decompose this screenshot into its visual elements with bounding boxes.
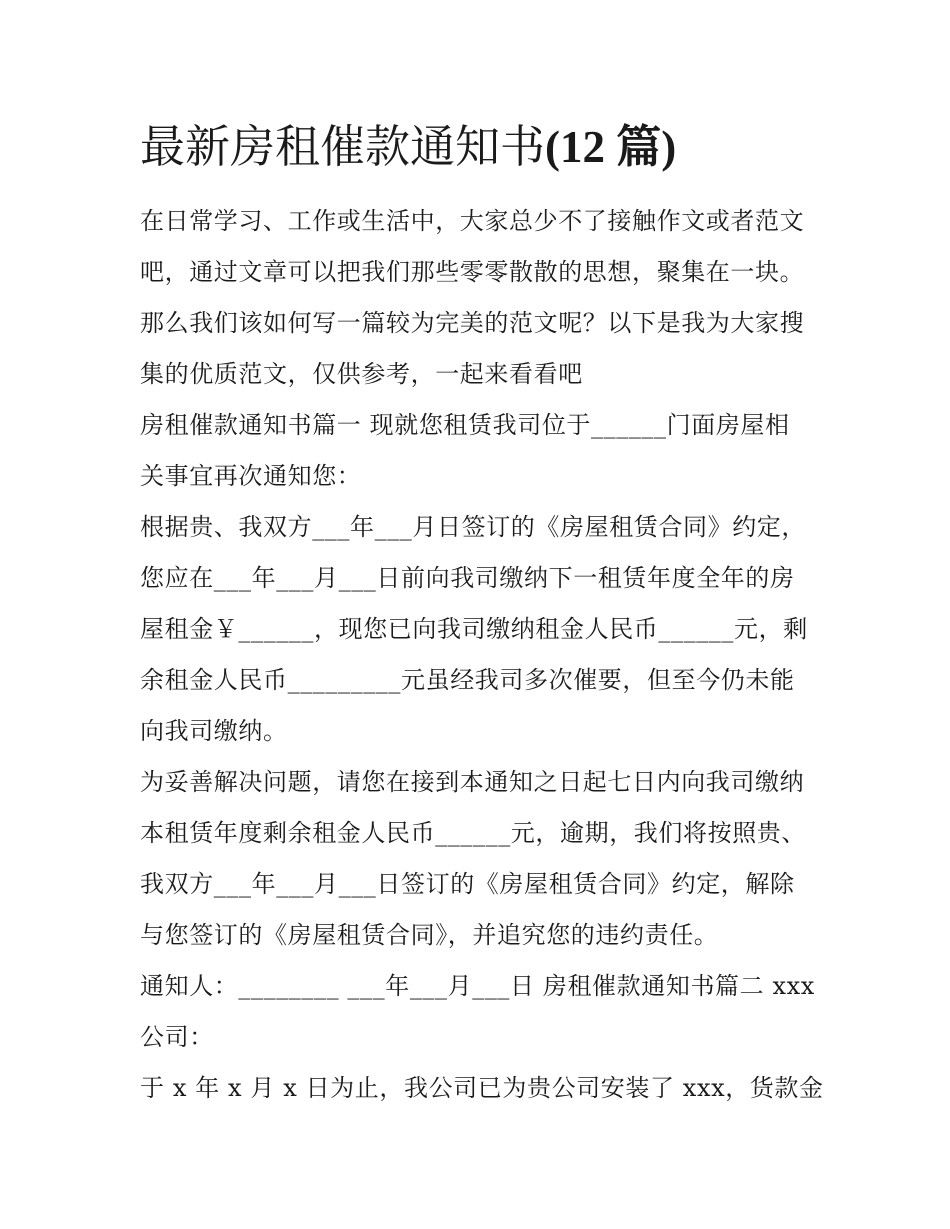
body-line: 我双方___年___月___日签订的《房屋租赁合同》约定，解除 [140, 870, 795, 898]
body-line: 为妥善解决问题，请您在接到本通知之日起七日内向我司缴纳 [140, 768, 805, 796]
body-line: 根据贵、我双方___年___月日签订的《房屋租赁合同》约定， [140, 513, 806, 541]
body-line: 向我司缴纳。 [140, 717, 288, 745]
body-line: 余租金人民币_________元虽经我司多次催要，但至今仍未能 [140, 666, 795, 694]
document-body [140, 196, 824, 1114]
body-line: 在日常学习、工作或生活中，大家总少不了接触作文或者范文 [140, 207, 805, 235]
body-line: 于 x 年 x 月 x 日为止，我公司已为贵公司安装了 xxx，货款金 [140, 1074, 824, 1102]
body-line: 房租催款通知书篇一 现就您租赁我司位于______门面房屋相 [140, 411, 790, 439]
body-line: 吧，通过文章可以把我们那些零零散散的思想，聚集在一块。 [140, 258, 805, 286]
document-title [140, 116, 820, 178]
body-line: 公司： [140, 1023, 214, 1051]
document-title-suffix: (12 篇) [545, 122, 677, 172]
body-line: 集的优质范文，仅供参考，一起来看看吧 [140, 360, 583, 388]
body-line: 本租赁年度剩余租金人民币______元，逾期，我们将按照贵、 [140, 819, 806, 847]
body-line: 通知人：________ ___年___月___日 房租催款通知书篇二 xxx [140, 972, 815, 1000]
body-line: 关事宜再次通知您： [140, 462, 362, 490]
document-title-main: 最新房租催款通知书 [140, 120, 546, 173]
body-line: 您应在___年___月___日前向我司缴纳下一租赁年度全年的房 [140, 564, 795, 592]
body-line: 与您签订的《房屋租赁合同》，并追究您的违约责任。 [140, 921, 719, 949]
body-line: 屋租金￥______，现您已向我司缴纳租金人民币______元，剩 [140, 615, 808, 643]
body-line: 那么我们该如何写一篇较为完美的范文呢？以下是我为大家搜 [140, 309, 805, 337]
